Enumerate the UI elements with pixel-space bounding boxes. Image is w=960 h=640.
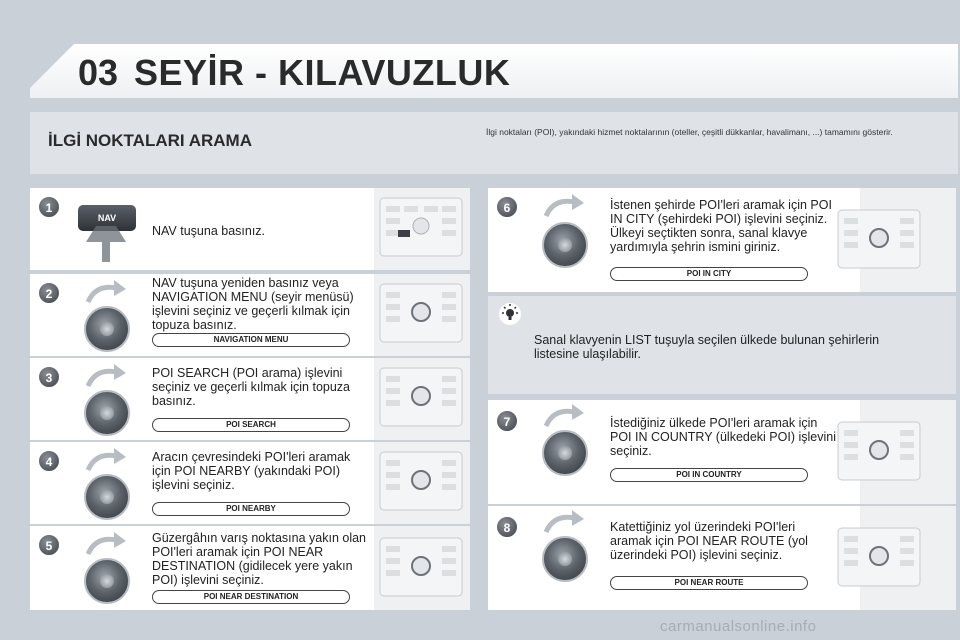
rotate-arrow-icon: [544, 194, 584, 218]
step-number: 7: [496, 410, 518, 432]
radio-panel-illustration: [836, 526, 922, 588]
step-6-text: İstenen şehirde POI'leri aramak için POI IN CITY (şehirdeki POI) işlevini seçiniz. Ülkeyi seçtikten sonra, sanal klavye yardımıyla şehrin ismini giriniz.: [610, 198, 832, 254]
step-5-text: Güzergâhın varış noktasına yakın olan POI'leri aramak için POI NEAR DESTINATION (gidilecek yere yakın POI) işlevini seçiniz.: [152, 531, 367, 587]
step-2-text: NAV tuşuna yeniden basınız veya NAVIGATION MENU (seyir menüsü) işlevini seçiniz ve geçerli kılmak için topuza basınız.: [152, 276, 354, 332]
step-number: 4: [38, 450, 60, 472]
rotate-arrow-icon: [86, 280, 126, 304]
page-title: SEYİR - KILAVUZLUK: [134, 52, 511, 93]
knob-icon: [84, 306, 130, 352]
press-arrow-icon: [86, 226, 126, 262]
knob-icon: [84, 474, 130, 520]
step-number: 1: [38, 196, 60, 218]
rotate-arrow-icon: [86, 364, 126, 388]
step-number: 8: [496, 516, 518, 538]
section-title: İLGİ NOKTALARI ARAMA: [48, 131, 252, 150]
step-7-text: İstediğiniz ülkede POI'leri aramak için POI IN COUNTRY (ülkedeki POI) işlevini seçiniz.: [610, 416, 836, 458]
radio-panel-illustration: [378, 450, 464, 512]
radio-panel-illustration: [378, 536, 464, 598]
tip-text: Sanal klavyenin LIST tuşuyla seçilen ülkede bulunan şehirlerin listesine ulaşılabilir.: [534, 333, 880, 361]
knob-icon: [542, 536, 588, 582]
step-number: 2: [38, 282, 60, 304]
menu-pill-poi-near-route: POI NEAR ROUTE: [610, 576, 808, 590]
rotate-arrow-icon: [86, 448, 126, 472]
step-number: 6: [496, 196, 518, 218]
nav-button-illustration: NAV: [78, 205, 136, 231]
rotate-arrow-icon: [86, 532, 126, 556]
step-3-text: POI SEARCH (POI arama) işlevini seçiniz ve geçerli kılmak için topuza basınız.: [152, 366, 350, 408]
step-8-text: Katettiğiniz yol üzerindeki POI'leri aramak için POI NEAR ROUTE (yol üzerindeki POI) işlevini seçiniz.: [610, 520, 808, 562]
menu-pill-poi-in-country: POI IN COUNTRY: [610, 468, 808, 482]
menu-pill-poi-near-destination: POI NEAR DESTINATION: [152, 590, 350, 604]
rotate-arrow-icon: [544, 510, 584, 534]
knob-icon: [84, 390, 130, 436]
radio-panel-illustration: [378, 196, 464, 258]
radio-panel-illustration: [836, 420, 922, 482]
step-4-text: Aracın çevresindeki POI'leri aramak için POI NEARBY (yakındaki POI) işlevini seçiniz.: [152, 450, 351, 492]
chapter-number: 03: [78, 52, 119, 93]
knob-icon: [84, 558, 130, 604]
radio-panel-illustration: [378, 366, 464, 428]
menu-pill-navigation-menu: NAVIGATION MENU: [152, 333, 350, 347]
knob-icon: [542, 430, 588, 476]
menu-pill-poi-in-city: POI IN CITY: [610, 267, 808, 281]
step-number: 3: [38, 366, 60, 388]
watermark: carmanualsonline.info: [660, 618, 817, 635]
section-description: İlgi noktaları (POI), yakındaki hizmet noktalarının (oteller, çeşitli dükkanlar, havalimanı, ...) tamamını gösterir.: [486, 127, 893, 137]
step-number: 5: [38, 534, 60, 556]
menu-pill-poi-nearby: POI NEARBY: [152, 502, 350, 516]
rotate-arrow-icon: [544, 404, 584, 428]
radio-panel-illustration: [836, 208, 922, 270]
step-1-text: NAV tuşuna basınız.: [152, 224, 266, 238]
knob-icon: [542, 222, 588, 268]
lightbulb-icon: [498, 302, 522, 326]
menu-pill-poi-search: POI SEARCH: [152, 418, 350, 432]
radio-panel-illustration: [378, 282, 464, 344]
